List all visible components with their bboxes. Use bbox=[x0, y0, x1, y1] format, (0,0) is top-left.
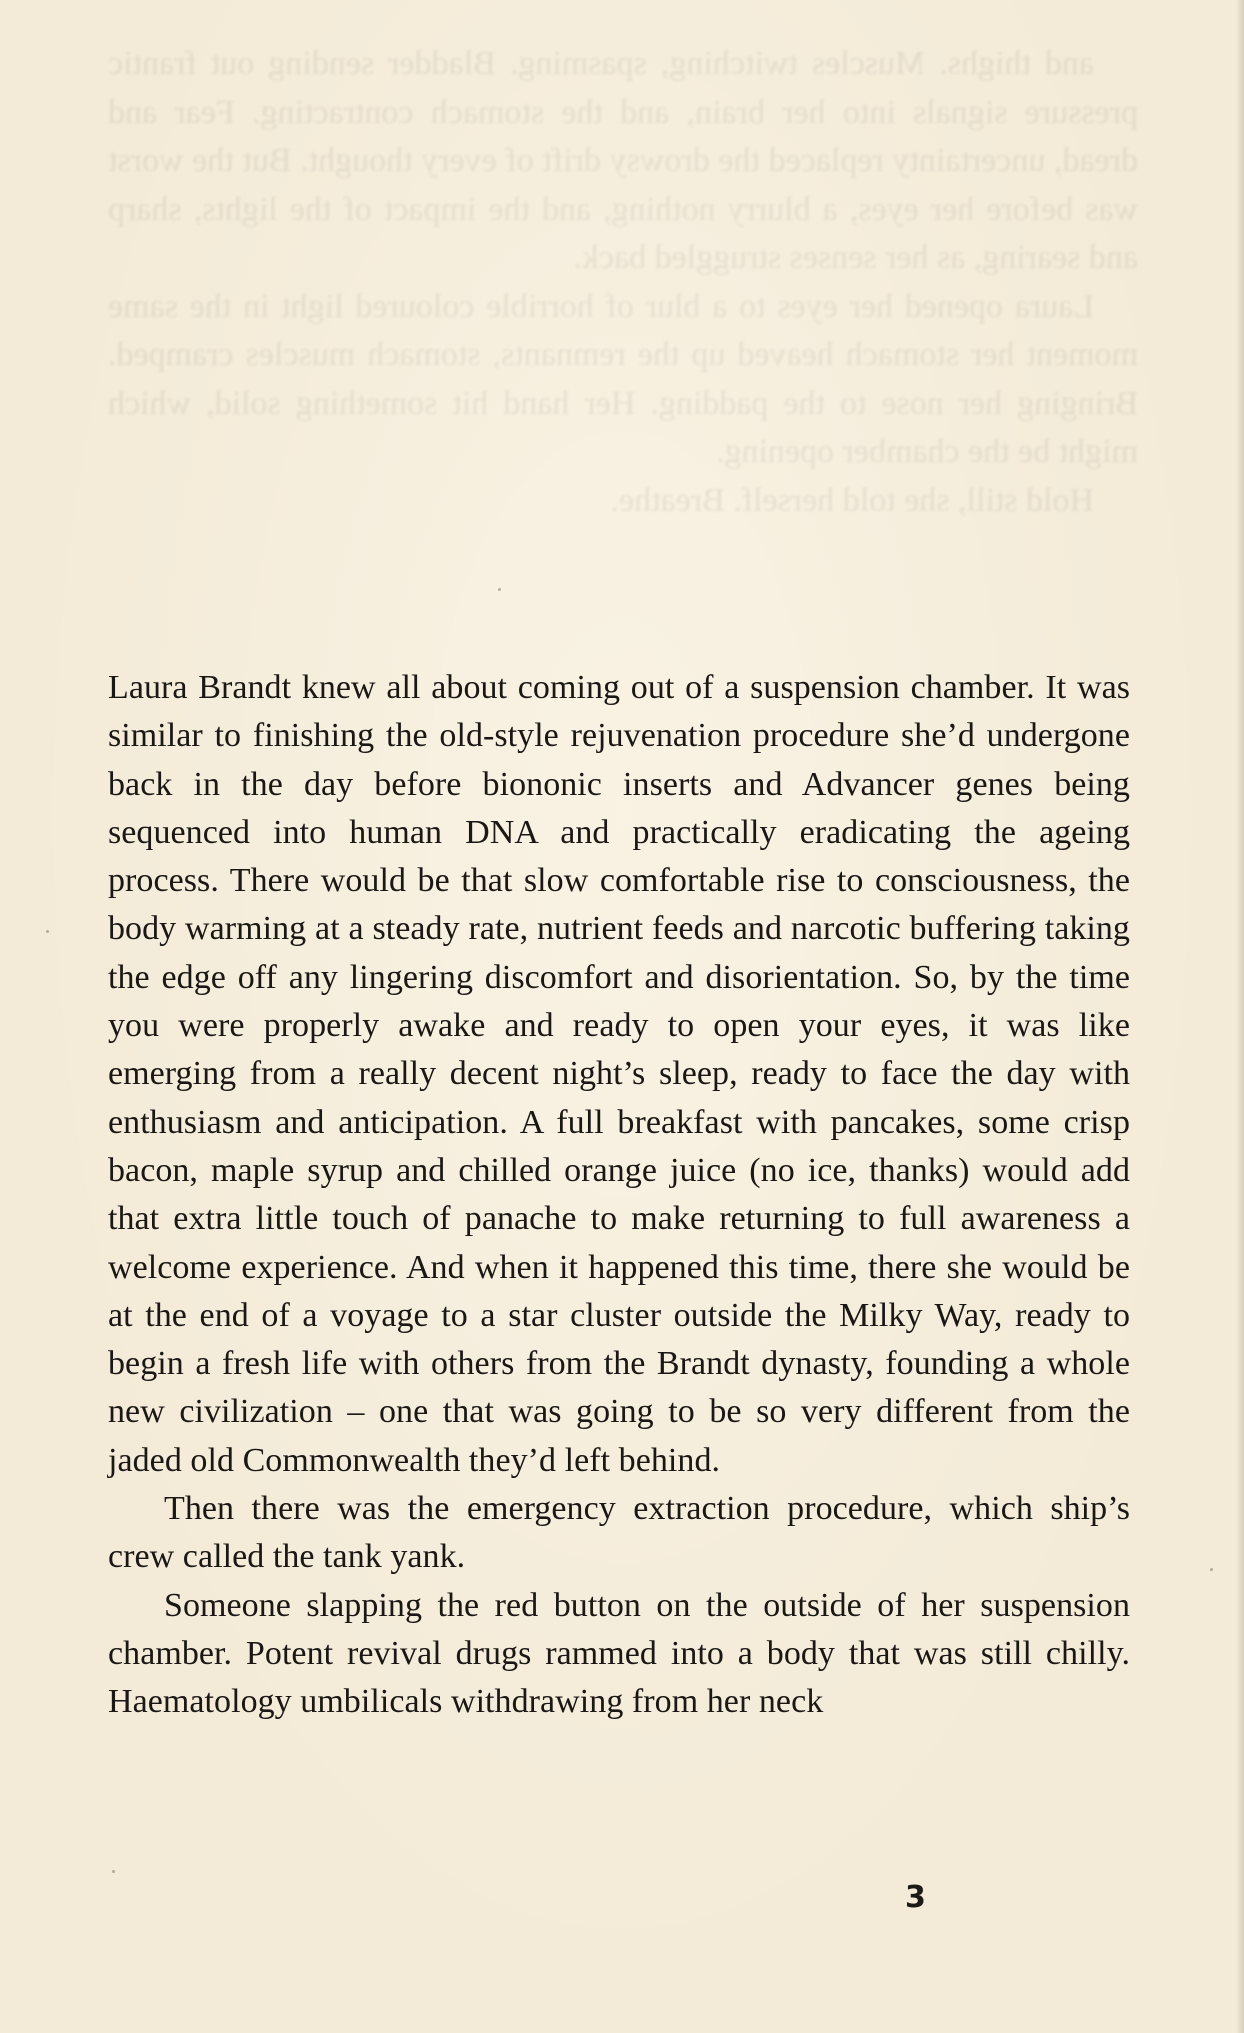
paragraph-2: Then there was the emergency extraction procedure, which ship’s crew called the tank yank. bbox=[108, 1490, 1130, 1576]
show-through-text: and thighs. Muscles twitching, spasming. Bladder sending out frantic pressure signals into her brain, and the stomach contracting. Fear and dread, uncertainty replaced the drowsy drift of every thought. But the worst was before her eyes, a blurry nothing, and the impact of the lights, sharp and searing, as her senses struggled back. Laura opened her eyes to a blur of horrible coloured light in the same moment her stomach heaved up the remnants, stomach muscles cramped. Bringing her nose to the padding. Her hand hit something solid, which might be the chamber opening. Hold still, she told herself. Breathe. bbox=[108, 45, 1138, 519]
paper-speck bbox=[46, 930, 49, 933]
paper-speck bbox=[498, 588, 501, 591]
page-number: 3 bbox=[905, 1880, 926, 1915]
paper-speck bbox=[1210, 1568, 1213, 1571]
body-text bbox=[108, 664, 1130, 1727]
page-edge-shadow bbox=[1236, 0, 1244, 2033]
paragraph-1: Laura Brandt knew all about coming out of a suspension chamber. It was similar to finishing the old-style rejuvenation procedure she’d undergone back in the day before biononic inserts and Advancer genes being sequenced into human DNA and practically eradicating the ageing process. There would be that slow comfortable rise to consciousness, the body warming at a steady rate, nutrient feeds and narcotic buffering taking the edge off any lingering discomfort and disorientation. So, by the time you were properly awake and ready to open your eyes, it was like emerging from a really decent night’s sleep, ready to face the day with enthusiasm and anticipation. A full breakfast with pancakes, some crisp bacon, maple syrup and chilled orange juice (no ice, thanks) would add that extra little touch of panache to make returning to full awareness a welcome experience. And when it happened this time, there she would be at the end of a voyage to a star cluster outside the Milky Way, ready to begin a fresh life with others from the Brandt dynasty, founding a whole new civilization – one that was going to be so very different from the jaded old Commonwealth they’d left behind. bbox=[108, 669, 1130, 1479]
paper-speck bbox=[112, 1870, 115, 1873]
paragraph-3: Someone slapping the red button on the outside of her suspension chamber. Potent revival drugs rammed into a body that was still chilly. Haematology umbilicals withdrawing from her neck bbox=[108, 1586, 1130, 1721]
